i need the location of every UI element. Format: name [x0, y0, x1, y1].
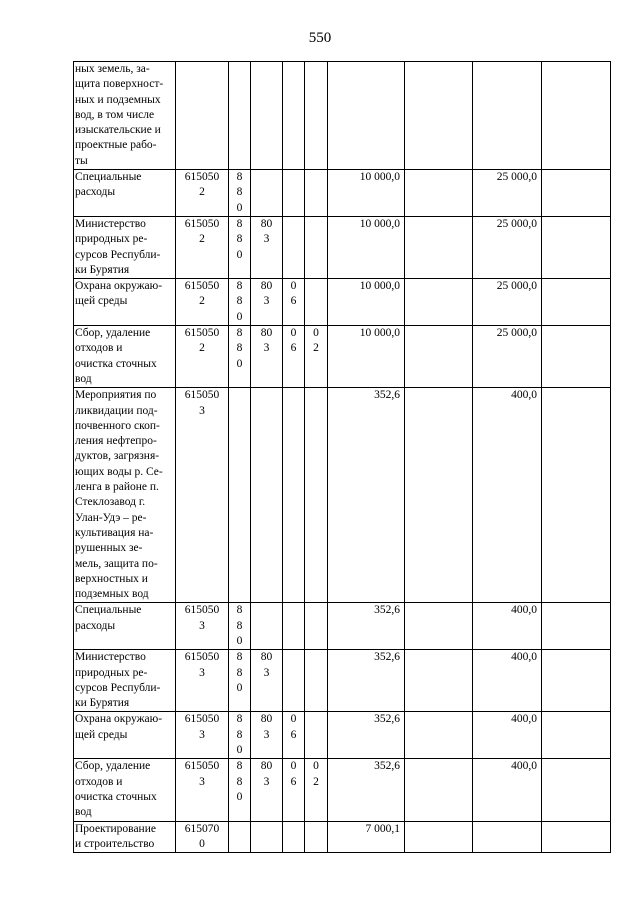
amount-cell-3: 25 000,0 — [473, 279, 542, 326]
item-code-cell — [305, 279, 328, 326]
amount-cell-1: 352,6 — [328, 759, 405, 821]
department-code-cell: 8 8 0 — [229, 759, 251, 821]
amount-cell-2 — [405, 821, 473, 853]
target-code-cell: 615050 3 — [176, 603, 229, 650]
section-code-cell — [251, 603, 283, 650]
amount-cell-3: 400,0 — [473, 759, 542, 821]
amount-cell-4 — [542, 712, 611, 759]
item-code-cell — [305, 821, 328, 853]
amount-cell-4 — [542, 279, 611, 326]
row-name-cell: Мероприятия по ликвидации под- почвенного скоп- ления нефтепро- дуктов, загрязня- ющих воды р. Се- ленга в районе п. Стеклозавод г. Улан-Удэ – ре- культивация на- рушенных зе- мель, защита по- верхностных и подземных вод — [74, 388, 176, 603]
department-code-cell: 8 8 0 — [229, 603, 251, 650]
section-code-cell — [251, 62, 283, 170]
section-code-cell — [251, 388, 283, 603]
amount-cell-4 — [542, 759, 611, 821]
subsection-code-cell — [283, 62, 305, 170]
item-code-cell: 0 2 — [305, 326, 328, 388]
section-code-cell: 80 3 — [251, 650, 283, 712]
amount-cell-2 — [405, 603, 473, 650]
table-row — [74, 326, 611, 388]
department-code-cell — [229, 821, 251, 853]
amount-cell-3: 25 000,0 — [473, 326, 542, 388]
item-code-cell — [305, 712, 328, 759]
amount-cell-2 — [405, 759, 473, 821]
amount-cell-4 — [542, 603, 611, 650]
amount-cell-2 — [405, 170, 473, 217]
amount-cell-2 — [405, 216, 473, 278]
amount-cell-3: 25 000,0 — [473, 216, 542, 278]
target-code-cell: 615050 2 — [176, 326, 229, 388]
subsection-code-cell — [283, 603, 305, 650]
amount-cell-1 — [328, 62, 405, 170]
amount-cell-2 — [405, 712, 473, 759]
target-code-cell: 615070 0 — [176, 821, 229, 853]
item-code-cell — [305, 216, 328, 278]
subsection-code-cell — [283, 388, 305, 603]
amount-cell-1: 352,6 — [328, 650, 405, 712]
amount-cell-3 — [473, 821, 542, 853]
target-code-cell: 615050 2 — [176, 279, 229, 326]
row-name-cell: Министерство природных ре- сурсов Республи- ки Бурятия — [74, 650, 176, 712]
target-code-cell: 615050 3 — [176, 759, 229, 821]
amount-cell-4 — [542, 650, 611, 712]
item-code-cell — [305, 650, 328, 712]
section-code-cell: 80 3 — [251, 759, 283, 821]
amount-cell-3: 25 000,0 — [473, 170, 542, 217]
subsection-code-cell: 0 6 — [283, 326, 305, 388]
row-name-cell: Министерство природных ре- сурсов Республи- ки Бурятия — [74, 216, 176, 278]
amount-cell-3: 400,0 — [473, 650, 542, 712]
section-code-cell — [251, 170, 283, 217]
table-row — [74, 759, 611, 821]
amount-cell-1: 352,6 — [328, 712, 405, 759]
target-code-cell: 615050 3 — [176, 650, 229, 712]
row-name-cell: Охрана окружаю- щей среды — [74, 712, 176, 759]
amount-cell-2 — [405, 62, 473, 170]
amount-cell-1: 352,6 — [328, 603, 405, 650]
amount-cell-1: 10 000,0 — [328, 326, 405, 388]
section-code-cell: 80 3 — [251, 712, 283, 759]
amount-cell-2 — [405, 388, 473, 603]
amount-cell-3 — [473, 62, 542, 170]
item-code-cell: 0 2 — [305, 759, 328, 821]
subsection-code-cell — [283, 821, 305, 853]
department-code-cell: 8 8 0 — [229, 279, 251, 326]
amount-cell-2 — [405, 279, 473, 326]
target-code-cell: 615050 3 — [176, 388, 229, 603]
subsection-code-cell: 0 6 — [283, 279, 305, 326]
amount-cell-2 — [405, 650, 473, 712]
subsection-code-cell — [283, 650, 305, 712]
page-number: 550 — [308, 30, 332, 46]
row-name-cell: Специальные расходы — [74, 603, 176, 650]
amount-cell-3: 400,0 — [473, 603, 542, 650]
amount-cell-3: 400,0 — [473, 712, 542, 759]
item-code-cell — [305, 388, 328, 603]
item-code-cell — [305, 170, 328, 217]
amount-cell-1: 10 000,0 — [328, 216, 405, 278]
amount-cell-3: 400,0 — [473, 388, 542, 603]
department-code-cell: 8 8 0 — [229, 170, 251, 217]
department-code-cell: 8 8 0 — [229, 650, 251, 712]
section-code-cell — [251, 821, 283, 853]
amount-cell-4 — [542, 170, 611, 217]
row-name-cell: Специальные расходы — [74, 170, 176, 217]
amount-cell-4 — [542, 326, 611, 388]
table-row — [74, 650, 611, 712]
target-code-cell — [176, 62, 229, 170]
amount-cell-1: 7 000,1 — [328, 821, 405, 853]
department-code-cell: 8 8 0 — [229, 712, 251, 759]
department-code-cell — [229, 388, 251, 603]
department-code-cell: 8 8 0 — [229, 326, 251, 388]
amount-cell-2 — [405, 326, 473, 388]
subsection-code-cell — [283, 216, 305, 278]
department-code-cell — [229, 62, 251, 170]
subsection-code-cell — [283, 170, 305, 217]
amount-cell-4 — [542, 62, 611, 170]
table-row — [74, 388, 611, 603]
amount-cell-4 — [542, 821, 611, 853]
department-code-cell: 8 8 0 — [229, 216, 251, 278]
table-row — [74, 712, 611, 759]
table-row — [74, 603, 611, 650]
target-code-cell: 615050 3 — [176, 712, 229, 759]
budget-table — [73, 61, 611, 853]
subsection-code-cell: 0 6 — [283, 712, 305, 759]
row-name-cell: Охрана окружаю- щей среды — [74, 279, 176, 326]
amount-cell-1: 352,6 — [328, 388, 405, 603]
table-row — [74, 821, 611, 853]
amount-cell-4 — [542, 388, 611, 603]
target-code-cell: 615050 2 — [176, 216, 229, 278]
section-code-cell: 80 3 — [251, 279, 283, 326]
table-row — [74, 216, 611, 278]
item-code-cell — [305, 62, 328, 170]
row-name-cell: Проектирование и строительство — [74, 821, 176, 853]
row-name-cell: Сбор, удаление отходов и очистка сточных вод — [74, 326, 176, 388]
amount-cell-1: 10 000,0 — [328, 279, 405, 326]
table-row — [74, 279, 611, 326]
row-name-cell: ных земель, за- щита поверхност- ных и подземных вод, в том числе изыскательские и проектные рабо- ты — [74, 62, 176, 170]
amount-cell-1: 10 000,0 — [328, 170, 405, 217]
section-code-cell: 80 3 — [251, 216, 283, 278]
subsection-code-cell: 0 6 — [283, 759, 305, 821]
section-code-cell: 80 3 — [251, 326, 283, 388]
row-name-cell: Сбор, удаление отходов и очистка сточных вод — [74, 759, 176, 821]
amount-cell-4 — [542, 216, 611, 278]
table-row — [74, 170, 611, 217]
item-code-cell — [305, 603, 328, 650]
target-code-cell: 615050 2 — [176, 170, 229, 217]
table-row — [74, 62, 611, 170]
